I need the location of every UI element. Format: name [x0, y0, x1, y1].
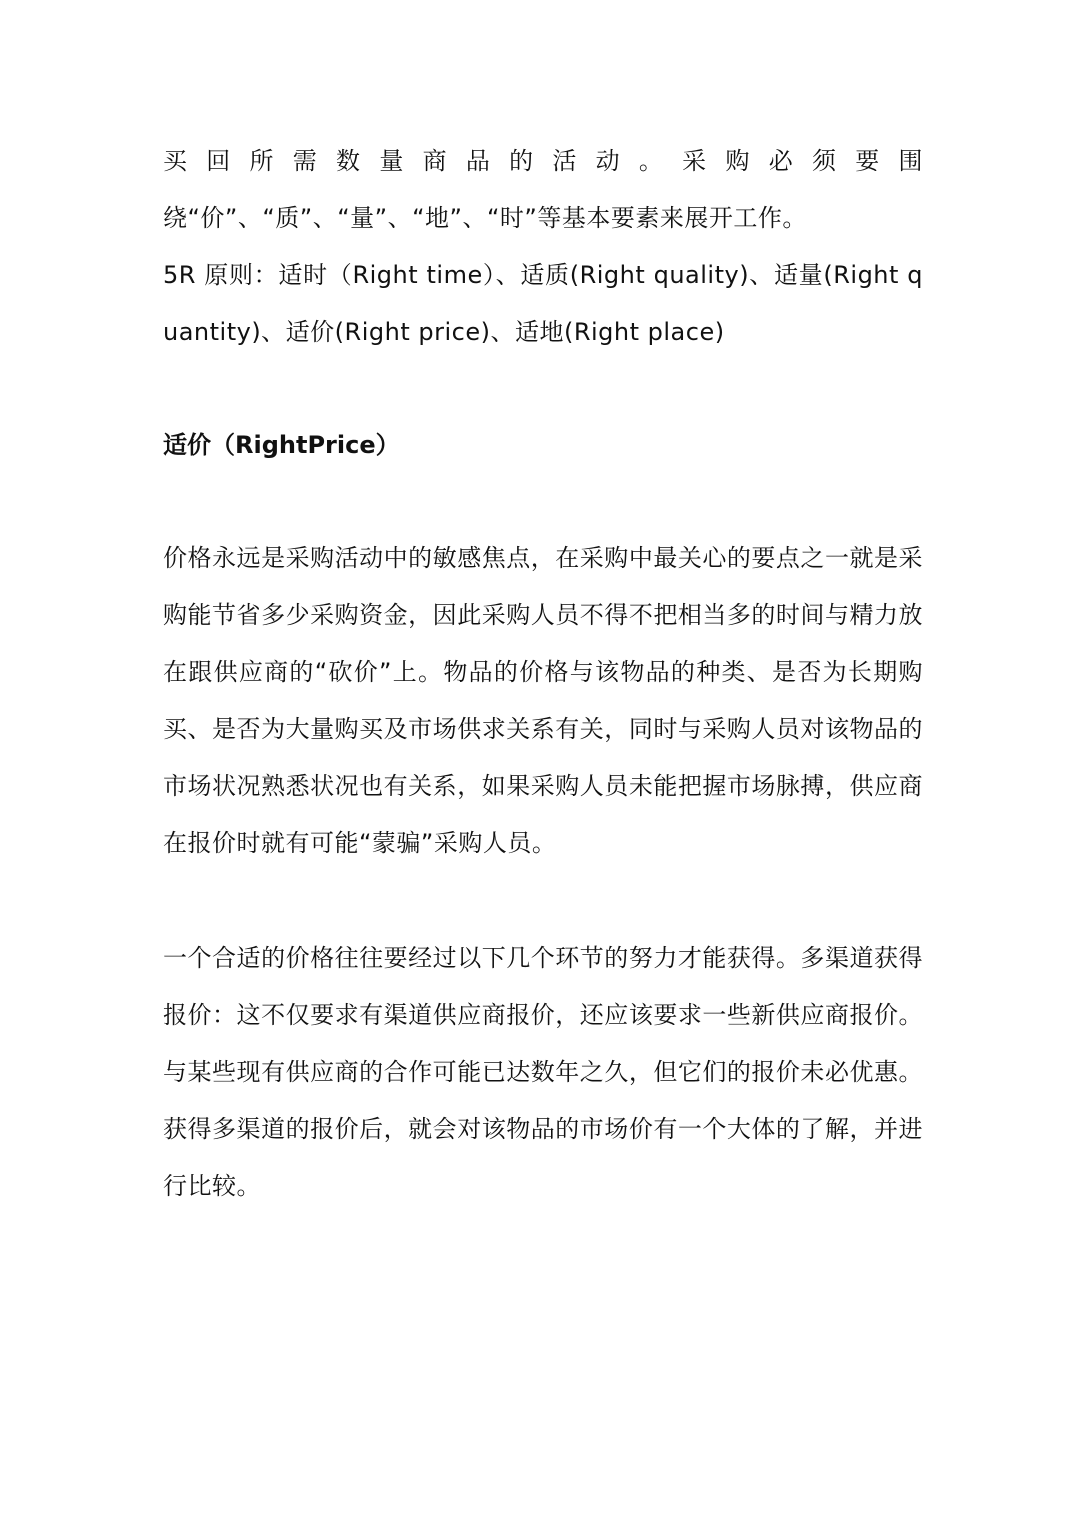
spacer: [163, 474, 923, 530]
intro-paragraph: 买回所需数量商品的活动。采购必须要围绕“价”、“质”、“量”、“地”、“时”等基本要素来展开工作。: [163, 147, 923, 232]
document-body: [163, 133, 923, 1215]
principle-paragraph: 5R 原则：适时（Right time）、适质(Right quality)、适量(Right quantity)、适价(Right price)、适地(Right place): [163, 261, 923, 346]
price-paragraph: 价格永远是采购活动中的敏感焦点，在采购中最关心的要点之一就是采购能节省多少采购资金，因此采购人员不得不把相当多的时间与精力放在跟供应商的“砍价”上。物品的价格与该物品的种类、是否为长期购买、是否为大量购买及市场供求关系有关，同时与采购人员对该物品的市场状况熟悉状况也有关系，如果采购人员未能把握市场脉搏，供应商在报价时就有可能“蒙骗”采购人员。: [163, 544, 923, 857]
spacer: [163, 361, 923, 417]
quote-paragraph: 一个合适的价格往往要经过以下几个环节的努力才能获得。多渠道获得报价：这不仅要求有渠道供应商报价，还应该要求一些新供应商报价。与某些现有供应商的合作可能已达数年之久，但它们的报价未必优惠。获得多渠道的报价后，就会对该物品的市场价有一个大体的了解，并进行比较。: [163, 944, 923, 1200]
spacer: [163, 872, 923, 930]
section-heading: 适价（RightPrice）: [163, 431, 400, 459]
